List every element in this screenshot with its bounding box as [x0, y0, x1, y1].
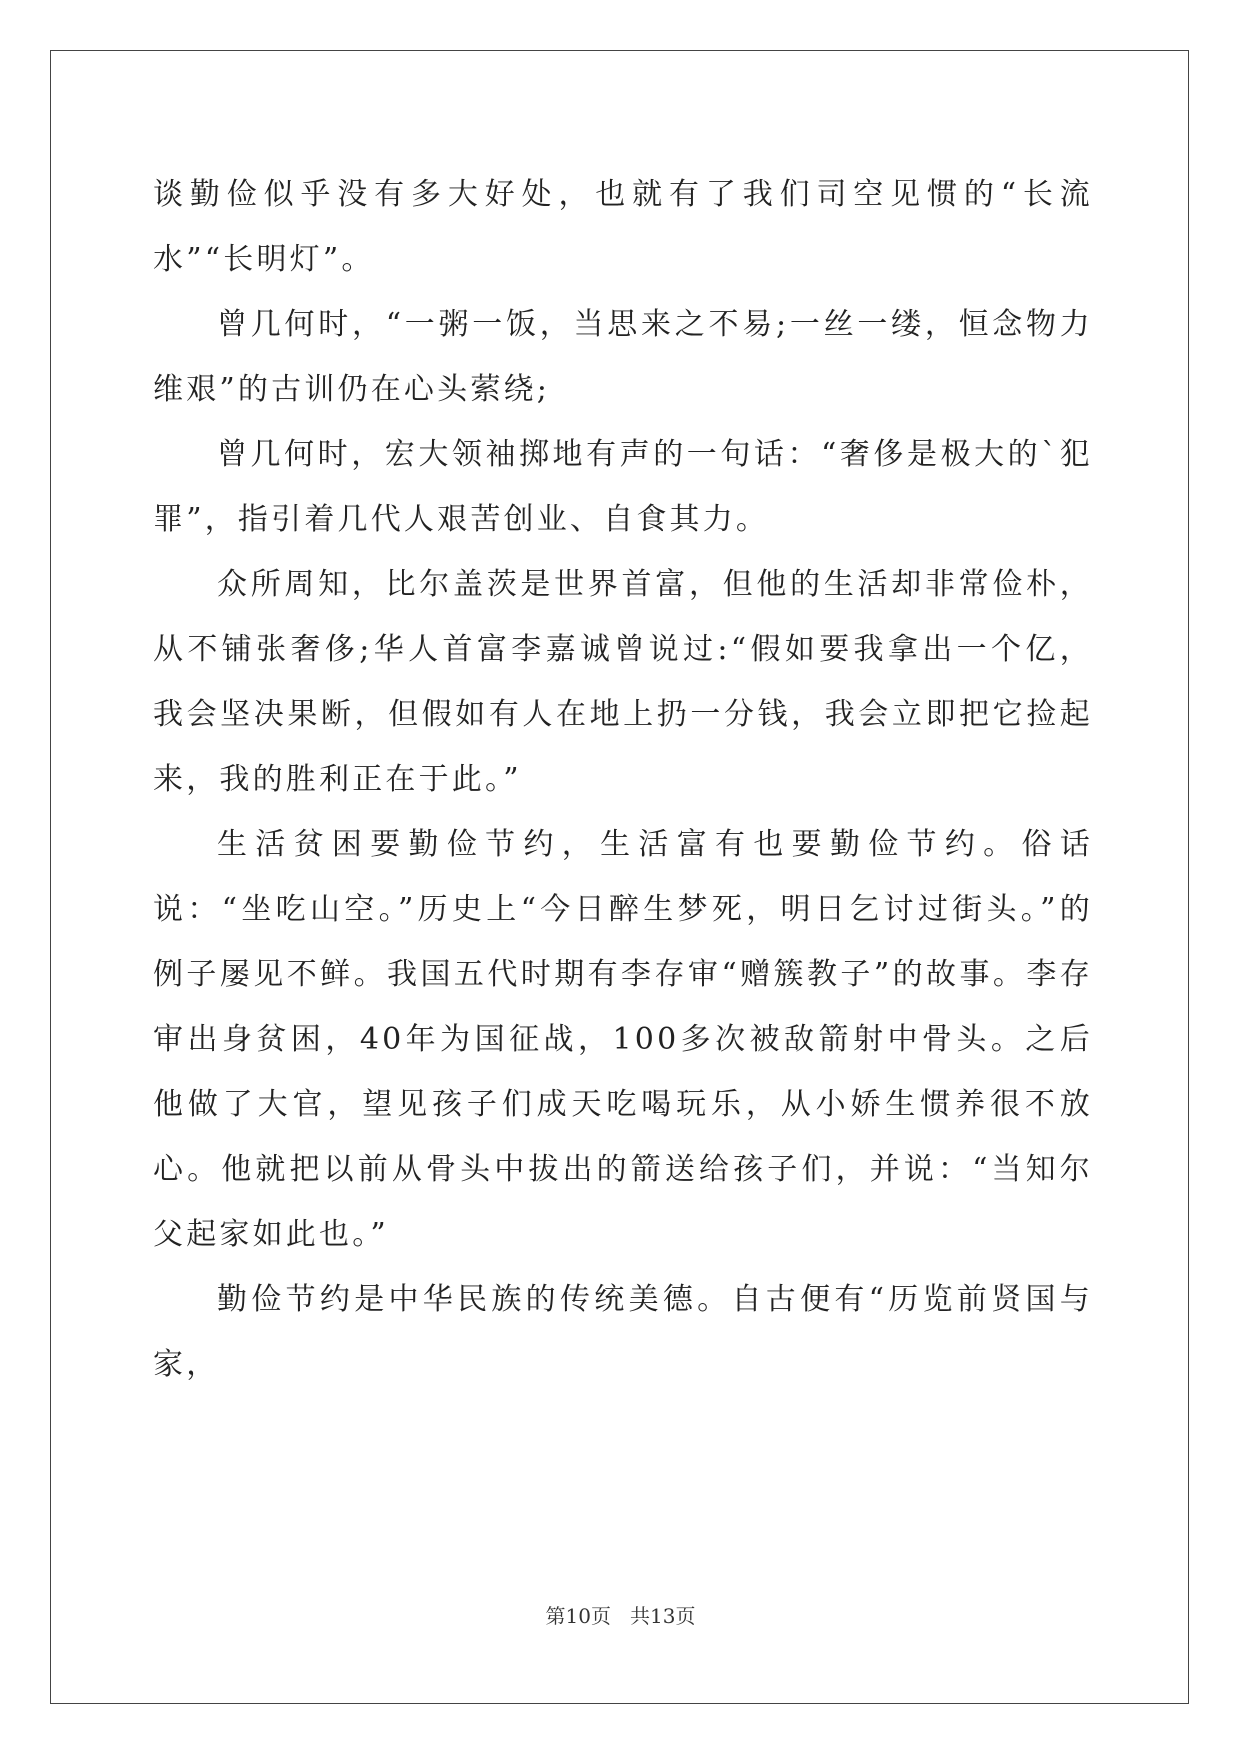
paragraph-3: 曾几何时，宏大领袖掷地有声的一句话：“奢侈是极大的`犯罪”，指引着几代人艰苦创业、自食其力。 — [153, 437, 1093, 537]
paragraph-5: 生活贫困要勤俭节约，生活富有也要勤俭节约。俗话说：“坐吃山空。”历史上“今日醉生梦死，明日乞讨过街头。”的例子屡见不鲜。我国五代时期有李存审“赠簇教子”的故事。李存审出身贫困，40年为国征战，100多次被敌箭射中骨头。之后他做了大官，望见孩子们成天吃喝玩乐，从小娇生惯养很不放心。他就把以前从骨头中拔出的箭送给孩子们，并说：“当知尔父起家如此也。” — [153, 827, 1093, 1252]
document-body — [153, 162, 1093, 1397]
page-footer: 第10页 共13页 — [545, 1604, 696, 1628]
paragraph-2: 曾几何时，“一粥一饭，当思来之不易;一丝一缕，恒念物力维艰”的古训仍在心头萦绕; — [153, 307, 1093, 407]
paragraph-1: 谈勤俭似乎没有多大好处，也就有了我们司空见惯的“长流水”“长明灯”。 — [153, 177, 1093, 277]
paragraph-6: 勤俭节约是中华民族的传统美德。自古便有“历览前贤国与家， — [153, 1282, 1093, 1382]
paragraph-4: 众所周知，比尔盖茨是世界首富，但他的生活却非常俭朴，从不铺张奢侈;华人首富李嘉诚曾说过:“假如要我拿出一个亿，我会坚决果断，但假如有人在地上扔一分钱，我会立即把它捡起来，我的胜利正在于此。” — [153, 567, 1093, 797]
